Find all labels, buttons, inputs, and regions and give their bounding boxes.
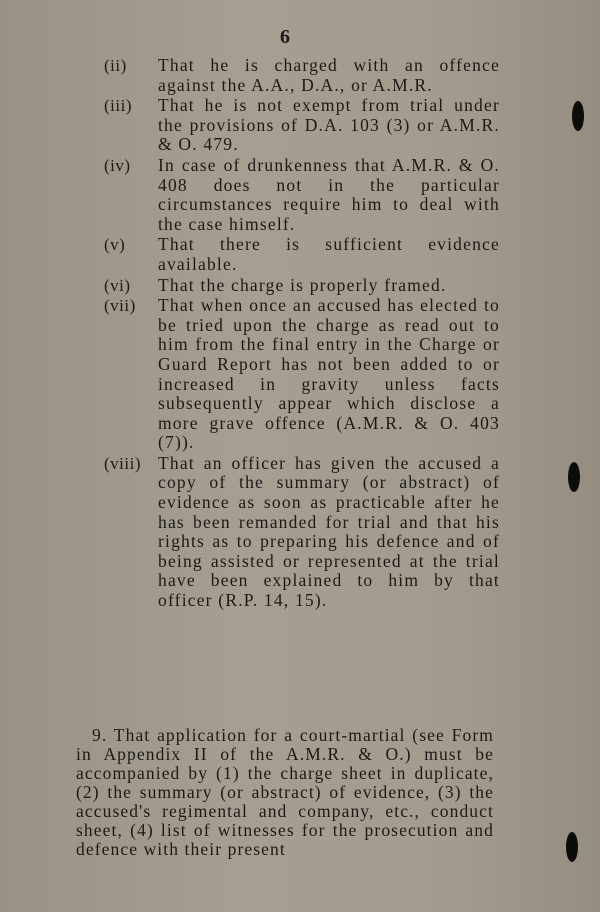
paragraph-9: 9. That application for a court-martial (see Form in Appendix II of the A.M.R. & O.) must be accompanied by (1) the charge sheet in duplicate, (2) the summary (or abstract) of evidence, (3) the accused's regimental and company, etc., conduct sheet, (4) list of witnesses for the prosecution and defence with their present [76,725,494,859]
clause-number: (iv) [104,155,131,175]
clause-number: (vi) [104,275,131,295]
clause-ii [104,56,500,95]
clause-text: That he is charged with an offence against the A.A., D.A., or A.M.R. [158,55,500,95]
clause-number: (iii) [104,96,132,116]
clause-number: (v) [104,235,126,255]
binding-hole-middle [568,462,580,492]
clause-text: That he is not exempt from trial under the provisions of D.A. 103 (3) or A.M.R. & O. 479. [158,95,500,155]
binding-hole-bottom [566,832,578,862]
clause-iv [104,156,500,234]
clause-text: That an officer has given the accused a copy of the summary (or abstract) of evidence as soon as practicable after he has been remanded for trial and that his rights as to preparing his defence and of being assisted or represented at the trial have been explained to him by that officer (R.P. 14, 15). [158,452,500,611]
clause-text: That the charge is properly framed. [158,274,447,295]
clause-text: That when once an accused has elected to be tried upon the charge as read out to him from the final entry in the Charge or Guard Report has not been added to or increased in gravity unless facts subsequently appear which disclose a more grave offence (A.M.R. & O. 403 (7)). [158,295,500,453]
clause-list [104,56,500,612]
clause-iii [104,96,500,155]
clause-number: (viii) [104,453,141,473]
clause-text: That there is sufficient evidence available. [158,234,500,274]
clause-vii [104,296,500,453]
clause-number: (vii) [104,296,136,316]
page-number: 6 [280,26,290,48]
clause-vi [104,276,500,296]
clause-text: In case of drunkenness that A.M.R. & O. 408 does not in the particular circumstances require him to deal with the case himself. [158,154,500,234]
clause-viii [104,454,500,611]
clause-number: (ii) [104,56,127,75]
binding-hole-top [572,101,584,131]
clause-v [104,235,500,274]
